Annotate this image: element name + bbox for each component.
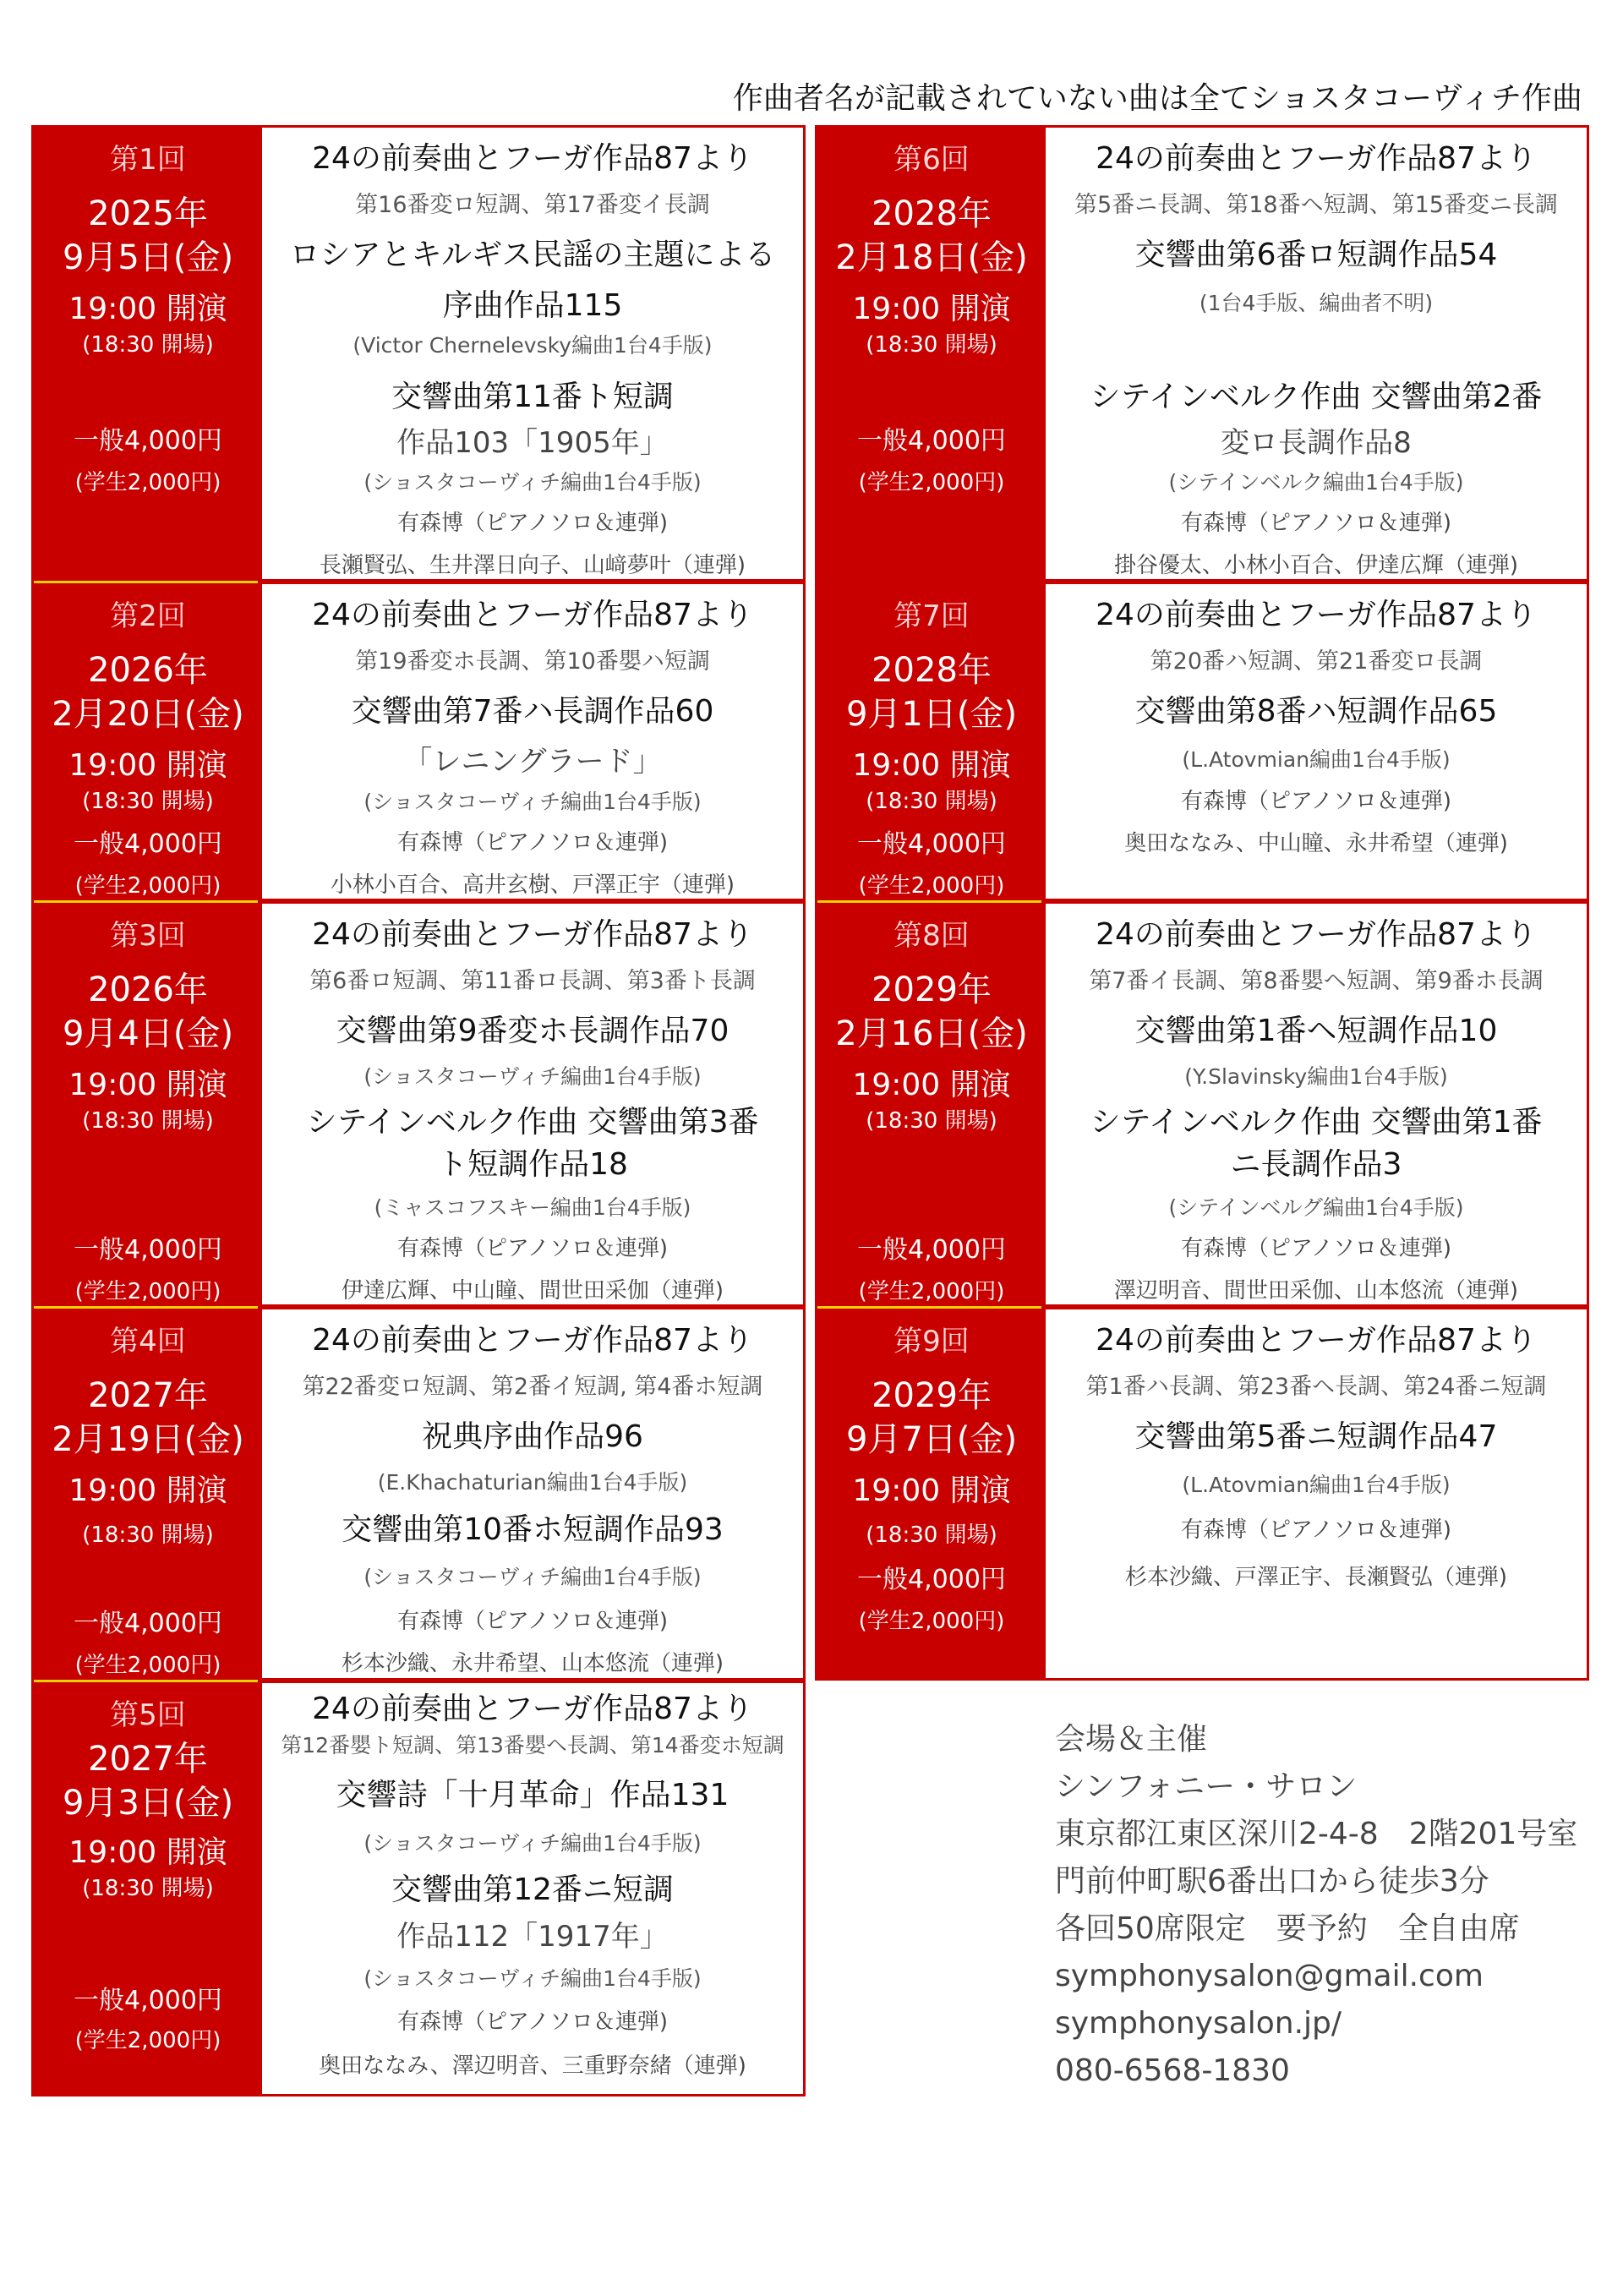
program-line: ニ長調作品3 bbox=[1230, 1147, 1402, 1182]
program-line: 交響曲第1番ヘ短調作品10 bbox=[1134, 1014, 1498, 1048]
venue-name: シンフォニー・サロン bbox=[1055, 1769, 1358, 1804]
door-time: (18:30 開場) bbox=[82, 332, 214, 358]
venue-phone[interactable]: 080-6568-1830 bbox=[1055, 2053, 1290, 2088]
general-price: 一般4,000円 bbox=[857, 829, 1006, 859]
concert-info bbox=[34, 904, 262, 1304]
start-time: 19:00 開演 bbox=[852, 1473, 1011, 1508]
program-line: 24の前奏曲とフーガ作品87より bbox=[1096, 1323, 1537, 1358]
program-line: (ショスタコーヴィチ編曲1台4手版) bbox=[363, 1966, 702, 1991]
program-line: 交響曲第6番ロ短調作品54 bbox=[1134, 238, 1498, 272]
performer-line: 有森博（ピアノソロ＆連弾) bbox=[1180, 1236, 1452, 1261]
separator bbox=[34, 581, 258, 583]
concert-number: 第8回 bbox=[893, 919, 970, 953]
venue-access: 門前仲町駅6番出口から徒歩3分 bbox=[1055, 1864, 1489, 1899]
program-line: 序曲作品115 bbox=[442, 288, 623, 323]
concert-info bbox=[817, 584, 1046, 899]
concert-block bbox=[815, 582, 1589, 901]
program-line: シテインベルク作曲 交響曲第3番 bbox=[306, 1105, 759, 1140]
venue-heading: 会場＆主催 bbox=[1055, 1722, 1208, 1757]
start-time: 19:00 開演 bbox=[852, 1068, 1011, 1102]
performer-line: 奥田ななみ、澤辺明音、三重野奈緒（連弾) bbox=[319, 2053, 746, 2079]
general-price: 一般4,000円 bbox=[857, 1235, 1006, 1265]
concert-year: 2027年 bbox=[88, 1376, 208, 1415]
concert-number: 第5回 bbox=[110, 1698, 186, 1732]
start-time: 19:00 開演 bbox=[68, 748, 227, 783]
start-time: 19:00 開演 bbox=[68, 292, 227, 326]
program-line: 第20番ハ短調、第21番変ロ長調 bbox=[1150, 648, 1483, 675]
door-time: (18:30 開場) bbox=[82, 789, 214, 814]
program-line: 第12番嬰ト短調、第13番嬰ヘ長調、第14番変ホ短調 bbox=[281, 1733, 784, 1758]
concert-date: 2月16日(金) bbox=[835, 1014, 1028, 1053]
program-line: シテインベルク作曲 交響曲第1番 bbox=[1090, 1105, 1543, 1140]
program-line: 交響曲第5番ニ短調作品47 bbox=[1134, 1419, 1498, 1454]
program-line: (ミャスコフスキー編曲1台4手版) bbox=[374, 1195, 691, 1220]
program-line: 交響曲第12番ニ短調 bbox=[391, 1872, 674, 1907]
program-line: ト短調作品18 bbox=[437, 1147, 628, 1182]
general-price: 一般4,000円 bbox=[74, 1609, 222, 1638]
concert-date: 9月1日(金) bbox=[845, 695, 1018, 734]
concert-info bbox=[34, 584, 262, 899]
program-line: 第1番ハ長調、第23番ヘ長調、第24番ニ短調 bbox=[1085, 1374, 1547, 1400]
concert-year: 2029年 bbox=[872, 970, 992, 1009]
concert-block bbox=[31, 582, 806, 901]
program-line: 「レニングラード」 bbox=[403, 745, 662, 779]
concert-date: 9月5日(金) bbox=[62, 238, 234, 277]
program-line: 交響詩「十月革命」作品131 bbox=[336, 1778, 730, 1812]
student-price: (学生2,000円) bbox=[858, 1609, 1005, 1634]
concert-number: 第2回 bbox=[110, 599, 186, 633]
program-line: 第16番変ロ短調、第17番変イ長調 bbox=[355, 192, 710, 218]
program-line: 交響曲第10番ホ短調作品93 bbox=[342, 1512, 724, 1547]
performer-line: 杉本沙織、永井希望、山本悠流（連弾) bbox=[341, 1651, 724, 1676]
program-line: 第22番変ロ短調、第2番イ短調, 第4番ホ短調 bbox=[302, 1374, 763, 1400]
concert-date: 9月4日(金) bbox=[62, 1014, 234, 1053]
program bbox=[262, 128, 803, 579]
separator bbox=[34, 1680, 258, 1682]
performer-line: 有森博（ピアノソロ＆連弾) bbox=[396, 2009, 669, 2035]
concert-block bbox=[815, 901, 1589, 1307]
concert-year: 2026年 bbox=[88, 651, 208, 690]
concert-year: 2028年 bbox=[872, 194, 992, 233]
student-price: (学生2,000円) bbox=[858, 1279, 1005, 1304]
program-line: (Y.Slavinsky編曲1台4手版) bbox=[1184, 1064, 1448, 1089]
concert-block bbox=[31, 1681, 806, 2096]
concert-date: 2月18日(金) bbox=[835, 238, 1028, 277]
concert-year: 2025年 bbox=[88, 194, 208, 233]
venue-seats: 各回50席限定 要予約 全自由席 bbox=[1055, 1911, 1520, 1946]
program bbox=[1046, 128, 1587, 579]
performer-line: 奥田ななみ、中山瞳、永井希望（連弾) bbox=[1124, 831, 1508, 856]
concert-number: 第4回 bbox=[110, 1325, 186, 1358]
program bbox=[262, 1683, 803, 2094]
start-time: 19:00 開演 bbox=[852, 748, 1011, 783]
concert-block bbox=[31, 1307, 806, 1681]
program-line: (1台4手版、編曲者不明) bbox=[1199, 291, 1434, 315]
program-line: 24の前奏曲とフーガ作品87より bbox=[312, 1692, 753, 1726]
concert-number: 第3回 bbox=[110, 919, 186, 953]
program bbox=[262, 904, 803, 1304]
program bbox=[1046, 1309, 1587, 1678]
general-price: 一般4,000円 bbox=[74, 1986, 222, 2015]
performer-line: 有森博（ピアノソロ＆連弾) bbox=[1180, 511, 1452, 536]
program-line: 第6番ロ短調、第11番ロ長調、第3番ト長調 bbox=[309, 968, 756, 994]
concert-info bbox=[817, 1309, 1046, 1678]
venue-email[interactable]: symphonysalon@gmail.com bbox=[1055, 1959, 1484, 1993]
program-line: 交響曲第7番ハ長調作品60 bbox=[351, 694, 714, 729]
program-line: 交響曲第9番変ホ長調作品70 bbox=[336, 1014, 730, 1048]
separator bbox=[34, 1306, 258, 1309]
concert-block bbox=[31, 125, 806, 582]
program-line: シテインベルク作曲 交響曲第2番 bbox=[1090, 380, 1543, 414]
performer-line: 杉本沙織、戸澤正宇、長瀬賢弘（連弾) bbox=[1124, 1565, 1508, 1590]
student-price: (学生2,000円) bbox=[74, 2028, 221, 2053]
concert-block bbox=[815, 1307, 1589, 1681]
concert-date: 2月20日(金) bbox=[52, 695, 244, 734]
door-time: (18:30 開場) bbox=[866, 332, 997, 358]
performer-line: 有森博（ピアノソロ＆連弾) bbox=[396, 1609, 669, 1634]
program bbox=[262, 584, 803, 899]
student-price: (学生2,000円) bbox=[858, 873, 1005, 899]
separator bbox=[34, 900, 258, 903]
performer-line: 小林小百合、高井玄樹、戸澤正宇（連弾) bbox=[330, 872, 735, 898]
program-line: (シテインベルグ編曲1台4手版) bbox=[1168, 1195, 1464, 1220]
concert-year: 2026年 bbox=[88, 970, 208, 1009]
concert-year: 2029年 bbox=[872, 1376, 992, 1415]
door-time: (18:30 開場) bbox=[82, 1522, 214, 1548]
door-time: (18:30 開場) bbox=[82, 1876, 214, 1901]
program-line: 第7番イ長調、第8番嬰ヘ短調、第9番ホ長調 bbox=[1089, 968, 1544, 994]
general-price: 一般4,000円 bbox=[74, 1235, 222, 1265]
door-time: (18:30 開場) bbox=[866, 789, 997, 814]
performer-line: 有森博（ピアノソロ＆連弾) bbox=[396, 1236, 669, 1261]
student-price: (学生2,000円) bbox=[74, 1653, 221, 1678]
venue-info bbox=[1055, 1716, 1577, 2095]
program-line: 24の前奏曲とフーガ作品87より bbox=[1096, 598, 1537, 632]
program bbox=[1046, 584, 1587, 899]
concert-info bbox=[34, 1683, 262, 2094]
program-line: 交響曲第8番ハ短調作品65 bbox=[1134, 694, 1498, 729]
separator bbox=[817, 900, 1041, 903]
student-price: (学生2,000円) bbox=[74, 873, 221, 899]
program-line: (ショスタコーヴィチ編曲1台4手版) bbox=[363, 1064, 702, 1089]
program-line: 24の前奏曲とフーガ作品87より bbox=[1096, 141, 1537, 176]
program-line: 第5番ニ長調、第18番ヘ短調、第15番変ニ長調 bbox=[1074, 192, 1558, 218]
student-price: (学生2,000円) bbox=[858, 470, 1005, 495]
performer-line: 有森博（ピアノソロ＆連弾) bbox=[1180, 789, 1452, 814]
performer-line: 有森博（ピアノソロ＆連弾) bbox=[396, 511, 669, 536]
concert-block bbox=[31, 901, 806, 1307]
program-line: 祝典序曲作品96 bbox=[422, 1419, 643, 1454]
program-line: (E.Khachaturian編曲1台4手版) bbox=[377, 1470, 688, 1495]
door-time: (18:30 開場) bbox=[866, 1108, 997, 1134]
program-line: (ショスタコーヴィチ編曲1台4手版) bbox=[363, 1565, 702, 1589]
start-time: 19:00 開演 bbox=[852, 292, 1011, 326]
program-line: (ショスタコーヴィチ編曲1台4手版) bbox=[363, 790, 702, 814]
program-line: 24の前奏曲とフーガ作品87より bbox=[1096, 917, 1537, 952]
program-line: ロシアとキルギス民謡の主題による bbox=[289, 238, 776, 272]
program bbox=[262, 1309, 803, 1678]
general-price: 一般4,000円 bbox=[857, 1565, 1006, 1594]
door-time: (18:30 開場) bbox=[866, 1522, 997, 1548]
program-line: (ショスタコーヴィチ編曲1台4手版) bbox=[363, 470, 702, 495]
program-line: 24の前奏曲とフーガ作品87より bbox=[312, 141, 753, 176]
start-time: 19:00 開演 bbox=[68, 1835, 227, 1870]
general-price: 一般4,000円 bbox=[857, 426, 1006, 456]
program-line: 第19番変ホ長調、第10番嬰ハ短調 bbox=[355, 648, 710, 675]
program-line: (L.Atovmian編曲1台4手版) bbox=[1182, 747, 1451, 772]
performer-line: 掛谷優太、小林小百合、伊達広輝（連弾) bbox=[1113, 553, 1519, 578]
performer-line: 有森博（ピアノソロ＆連弾) bbox=[1180, 1517, 1452, 1543]
student-price: (学生2,000円) bbox=[74, 470, 221, 495]
concert-number: 第9回 bbox=[893, 1325, 970, 1358]
student-price: (学生2,000円) bbox=[74, 1279, 221, 1304]
concert-number: 第1回 bbox=[110, 143, 186, 177]
concert-date: 9月3日(金) bbox=[62, 1784, 234, 1823]
performer-line: 有森博（ピアノソロ＆連弾) bbox=[396, 830, 669, 856]
start-time: 19:00 開演 bbox=[68, 1473, 227, 1508]
program-line: 24の前奏曲とフーガ作品87より bbox=[312, 1323, 753, 1358]
separator bbox=[817, 1306, 1041, 1309]
concert-date: 2月19日(金) bbox=[52, 1420, 244, 1459]
venue-website[interactable]: symphonysalon.jp/ bbox=[1055, 2006, 1342, 2041]
program-line: (シテインベルク編曲1台4手版) bbox=[1168, 470, 1464, 495]
concert-date: 9月7日(金) bbox=[845, 1420, 1018, 1459]
program-line: 変ロ長調作品8 bbox=[1221, 426, 1412, 460]
program bbox=[1046, 904, 1587, 1304]
program-line: 24の前奏曲とフーガ作品87より bbox=[312, 598, 753, 632]
program-line: 24の前奏曲とフーガ作品87より bbox=[312, 917, 753, 952]
composer-note: 作曲者名が記載されていない曲は全てショスタコーヴィチ作曲 bbox=[732, 81, 1582, 116]
program-line: (Victor Chernelevsky編曲1台4手版) bbox=[352, 333, 713, 358]
concert-info bbox=[817, 904, 1046, 1304]
concert-block bbox=[815, 125, 1589, 582]
program-line: (ショスタコーヴィチ編曲1台4手版) bbox=[363, 1831, 702, 1856]
concert-number: 第6回 bbox=[893, 143, 970, 177]
program-line: (L.Atovmian編曲1台4手版) bbox=[1182, 1473, 1451, 1497]
general-price: 一般4,000円 bbox=[74, 426, 222, 456]
program-line: 交響曲第11番ト短調 bbox=[391, 380, 674, 414]
program-line: 作品103「1905年」 bbox=[396, 426, 669, 460]
performer-line: 長瀬賢弘、生井澤日向子、山﨑夢叶（連弾) bbox=[319, 553, 746, 578]
concert-info bbox=[34, 1309, 262, 1678]
concert-year: 2028年 bbox=[872, 651, 992, 690]
door-time: (18:30 開場) bbox=[82, 1108, 214, 1134]
general-price: 一般4,000円 bbox=[74, 829, 222, 859]
performer-line: 澤辺明音、間世田采伽、山本悠流（連弾) bbox=[1113, 1278, 1519, 1304]
venue-address: 東京都江東区深川2-4-8 2階201号室 bbox=[1055, 1817, 1578, 1851]
performer-line: 伊達広輝、中山瞳、間世田采伽（連弾) bbox=[341, 1278, 724, 1304]
start-time: 19:00 開演 bbox=[68, 1068, 227, 1102]
concert-year: 2027年 bbox=[88, 1740, 208, 1779]
concert-info bbox=[817, 128, 1046, 579]
concert-info bbox=[34, 128, 262, 579]
program-line: 作品112「1917年」 bbox=[396, 1920, 669, 1954]
concert-number: 第7回 bbox=[893, 599, 970, 633]
